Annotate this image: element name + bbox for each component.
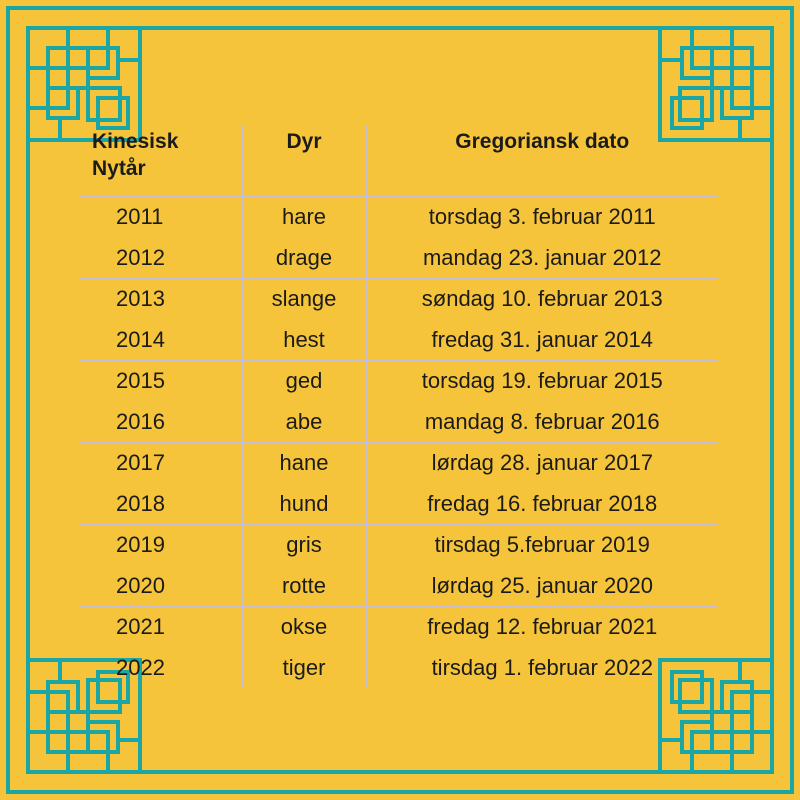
cell-date: fredag 31. januar 2014 [366, 320, 718, 361]
table-row [80, 361, 718, 402]
cell-animal: okse [242, 607, 366, 648]
table-row [80, 648, 718, 689]
table-row [80, 484, 718, 525]
table-row [80, 525, 718, 566]
cell-date: torsdag 3. februar 2011 [366, 197, 718, 238]
cell-date: mandag 8. februar 2016 [366, 402, 718, 443]
chinese-new-year-table [80, 126, 718, 688]
cell-animal: abe [242, 402, 366, 443]
table-row [80, 279, 718, 320]
cell-date: søndag 10. februar 2013 [366, 279, 718, 320]
cell-year: 2017 [80, 443, 242, 484]
column-header-animal: Dyr [242, 126, 366, 197]
cell-animal: hund [242, 484, 366, 525]
cell-animal: ged [242, 361, 366, 402]
cell-year: 2015 [80, 361, 242, 402]
cell-animal: hare [242, 197, 366, 238]
cell-date: fredag 12. februar 2021 [366, 607, 718, 648]
column-header-year-line2: Nytår [92, 157, 146, 180]
column-header-year-line1: Kinesisk [92, 130, 179, 153]
cell-date: fredag 16. februar 2018 [366, 484, 718, 525]
cell-year: 2019 [80, 525, 242, 566]
table-row [80, 402, 718, 443]
table-row [80, 238, 718, 279]
cell-animal: drage [242, 238, 366, 279]
cell-date: lørdag 25. januar 2020 [366, 566, 718, 607]
table-container [80, 126, 718, 688]
cell-year: 2022 [80, 648, 242, 689]
cell-animal: rotte [242, 566, 366, 607]
cell-animal: slange [242, 279, 366, 320]
table-header-row [80, 126, 718, 197]
cell-date: tirsdag 5.februar 2019 [366, 525, 718, 566]
cell-year: 2011 [80, 197, 242, 238]
cell-year: 2020 [80, 566, 242, 607]
table-row [80, 443, 718, 484]
table-row [80, 607, 718, 648]
cell-animal: tiger [242, 648, 366, 689]
corner-knot-ornament [28, 28, 140, 140]
table-row [80, 320, 718, 361]
cell-year: 2012 [80, 238, 242, 279]
cell-year: 2014 [80, 320, 242, 361]
cell-year: 2013 [80, 279, 242, 320]
cell-animal: gris [242, 525, 366, 566]
table-row [80, 197, 718, 238]
cell-year: 2018 [80, 484, 242, 525]
table-row [80, 566, 718, 607]
cell-date: tirsdag 1. februar 2022 [431, 655, 653, 680]
cell-date: lørdag 28. januar 2017 [366, 443, 718, 484]
cell-animal: hest [242, 320, 366, 361]
cell-date: torsdag 19. februar 2015 [366, 361, 718, 402]
column-header-date: Gregoriansk dato [366, 126, 718, 197]
cell-date: mandag 23. januar 2012 [366, 238, 718, 279]
cell-year: 2021 [80, 607, 242, 648]
cell-animal: hane [242, 443, 366, 484]
column-header-year [80, 126, 242, 197]
cell-year: 2016 [80, 402, 242, 443]
